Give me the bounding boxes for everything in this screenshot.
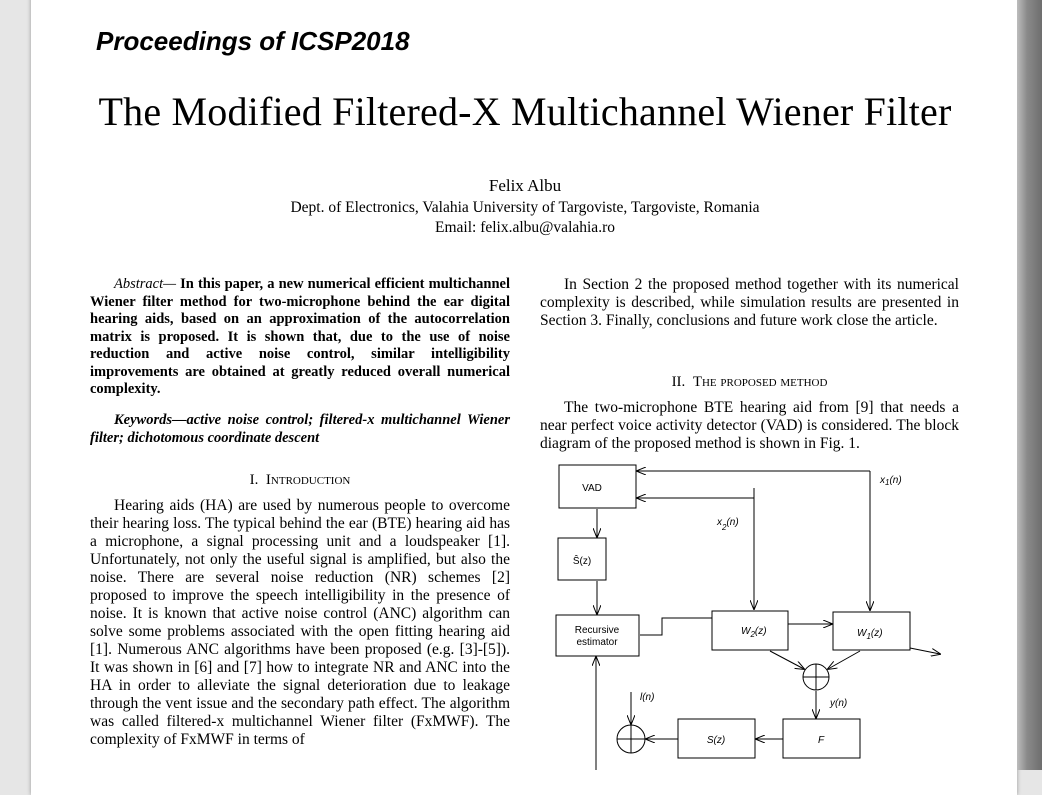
right-paragraph-1: In Section 2 the proposed method together with its numerical complexity is described, while simulation results are presented in Section 3. Finally, conclusions and future work close the article. bbox=[540, 276, 959, 329]
vad-label: VAD bbox=[582, 483, 602, 494]
y-n-label: y(n) bbox=[830, 698, 848, 709]
right-paragraph-2: The two-microphone BTE hearing aid from [9] that needs a near perfect voice activity detector (VAD) is considered. The block diagram of the proposed method is shown in Fig. 1. bbox=[540, 399, 959, 452]
keywords: Keywords—active noise control; filtered-x multichannel Wiener filter; dichotomous coordinate descent bbox=[90, 412, 510, 446]
recursive-label-2: estimator bbox=[576, 637, 618, 648]
introduction-paragraph: Hearing aids (HA) are used by numerous people to overcome their hearing loss. The typical behind the ear (BTE) hearing aid has a microphone, a signal processing unit and a loudspeaker [1]. Unfortunately, not only the useful signal is amplified, but also the noise. There are several noise reduction (NR) schemes [2] proposed to improve the speech intelligibility in the presence of noise. It is known that active noise control (ANC) algorithm can solve some problems associated with the open fitting hearing aid [1]. Numerous ANC algorithms have been proposed (e.g. [3]-[5]). It was shown in [6] and [7] how to integrate NR and ANC into the HA in order to alleviate the signal deterioration due to leakage through the vent issue and the secondary path effect. The algorithm was called filtered-x multichannel Wiener filter (FxMWF). The complexity of FxMWF in terms of bbox=[90, 497, 510, 748]
w2-label: $W_2(z)$ bbox=[741, 626, 767, 639]
section-number: I. bbox=[249, 472, 259, 488]
abstract-body: In this paper, a new numerical efficient multichannel Wiener filter method for two-microphone behind the ear digital hearing aids, based on an approximation of the autocorrelation matrix is proposed. It is shown that, due to the use of noise reduction and active noise control, similar intelligibility improvements are obtained at greatly reduced overall numerical complexity. bbox=[90, 276, 510, 397]
recursive-label-1: Recursive bbox=[574, 625, 620, 636]
paper-title: The Modified Filtered-X Multichannel Wiener Filter bbox=[98, 89, 952, 134]
x1-label: $x_1(n)$ bbox=[880, 475, 902, 487]
section-heading-introduction bbox=[90, 471, 510, 489]
author-email: Email: felix.albu@valahia.ro bbox=[435, 219, 615, 236]
abstract bbox=[90, 276, 510, 399]
block-diagram bbox=[540, 458, 960, 770]
viewer-scrollbar[interactable] bbox=[1017, 0, 1042, 770]
x2-label: $x_2(n)$ bbox=[717, 517, 739, 532]
l-n-label: l(n) bbox=[640, 692, 655, 703]
s-hat-label: Ŝ(z) bbox=[572, 556, 592, 567]
author-affiliation: Dept. of Electronics, Valahia University of Targoviste, Targoviste, Romania bbox=[290, 199, 760, 216]
section-title: Introduction bbox=[265, 472, 351, 488]
w1-label: $W_1(z)$ bbox=[857, 628, 883, 641]
proceedings-label: Proceedings of ICSP2018 bbox=[96, 26, 410, 56]
author-name: Felix Albu bbox=[488, 176, 562, 195]
f-label: F bbox=[817, 735, 825, 746]
section-heading-proposed-method bbox=[540, 373, 959, 391]
section-number: II. bbox=[671, 374, 686, 390]
abstract-lead: Abstract— bbox=[114, 276, 177, 292]
s-label: S(z) bbox=[706, 735, 726, 746]
section-title: The proposed method bbox=[692, 374, 828, 390]
